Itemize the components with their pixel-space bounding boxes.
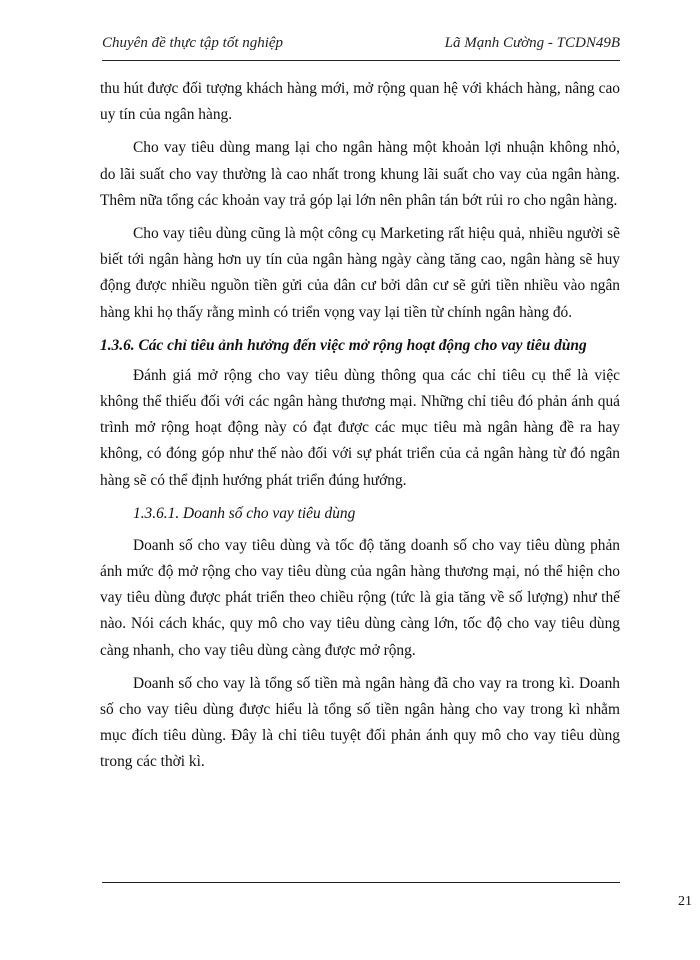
paragraph-continuation: thu hút được đối tượng khách hàng mới, mở rộng quan hệ với khách hàng, nâng cao uy tín của ngân hàng. <box>100 80 620 124</box>
footer-divider <box>102 882 620 883</box>
subsection-heading: 1.3.6.1. Doanh số cho vay tiêu dùng <box>133 504 356 522</box>
header-left-title: Chuyên đề thực tập tốt nghiệp <box>102 35 284 51</box>
header-right-author: Lã Mạnh Cường - TCDN49B <box>444 35 620 51</box>
paragraph-marketing: Cho vay tiêu dùng cũng là một công cụ Marketing rất hiệu quả, nhiều người sẽ biết tới ngân hàng hơn uy tín của ngân hàng ngày càng tăng cao, ngân hàng sẽ huy động được nhiều nguồn tiền gửi của dân cư bởi dân cư sẽ gửi tiền nhiều vào ngân hàng khi họ thấy rằng mình có triển vọng vay lại tiền từ chính ngân hàng đó. <box>100 225 620 321</box>
paragraph-sales-growth: Doanh số cho vay tiêu dùng và tốc độ tăng doanh số cho vay tiêu dùng phản ánh mức độ mở rộng cho vay tiêu dùng của ngân hàng thương mại, nó thể hiện cho vay tiêu dùng được phát triển theo chiều rộng (tức là gia tăng về số lượng) như thế nào. Nói cách khác, quy mô cho vay tiêu dùng càng lớn, tốc độ cho vay tiêu dùng càng nhanh, cho vay tiêu dùng càng được mở rộng. <box>100 536 620 659</box>
page-number: 21 <box>678 894 692 909</box>
header-divider <box>102 60 620 61</box>
section-heading: 1.3.6. Các chỉ tiêu ảnh hưởng đến việc mở rộng hoạt động cho vay tiêu dùng <box>100 336 587 354</box>
paragraph-evaluation: Đánh giá mở rộng cho vay tiêu dùng thông qua các chỉ tiêu cụ thể là việc không thể thiếu đối với các ngân hàng thương mại. Những chỉ tiêu đó phản ánh quá trình mở rộng hoạt động này có đạt được các mục tiêu mà ngân hàng đề ra hay không, có đóng góp như thế nào đối với sự phát triển của cả ngân hàng từ đó ngân hàng sẽ có thể định hướng phát triển đúng hướng. <box>100 366 620 489</box>
paragraph-profit: Cho vay tiêu dùng mang lại cho ngân hàng một khoản lợi nhuận không nhỏ, do lãi suất cho vay thường là cao nhất trong khung lãi suất cho vay của ngân hàng. Thêm nữa tổng các khoản vay trả góp lại lớn nên phân tán bớt rủi ro cho ngân hàng. <box>100 139 620 209</box>
page-body <box>100 76 620 783</box>
paragraph-sales-definition: Doanh số cho vay là tổng số tiền mà ngân hàng đã cho vay ra trong kì. Doanh số cho vay tiêu dùng được hiểu là tổng số tiền ngân hàng cho vay trong kì nhằm mục đích tiêu dùng. Đây là chỉ tiêu tuyệt đối phản ánh quy mô cho vay tiêu dùng trong các thời kì. <box>100 674 620 771</box>
page-header <box>102 35 620 52</box>
